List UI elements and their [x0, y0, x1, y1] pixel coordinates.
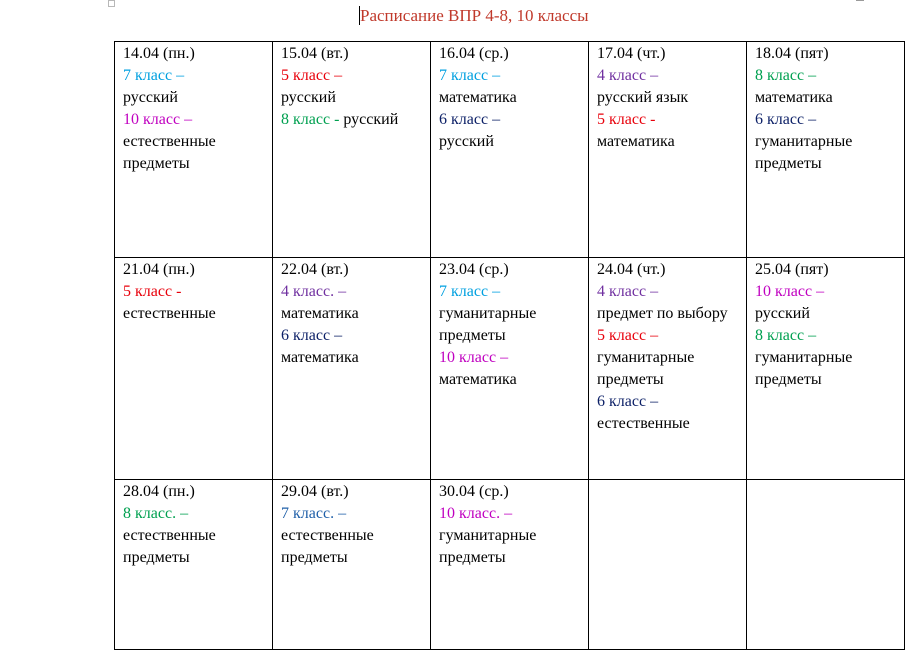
cell-date: 15.04 (вт.) — [281, 45, 349, 62]
grade-label: 10 класс – — [439, 349, 509, 366]
subject-text: предмет по выбору — [597, 305, 728, 322]
grade-label: 7 класс – — [123, 67, 185, 84]
grade-label: 5 класс – — [281, 67, 343, 84]
cell-date: 28.04 (пн.) — [123, 483, 195, 500]
subject-text: математика — [439, 371, 517, 388]
subject-text: естественные предметы — [123, 527, 216, 566]
grade-label: 6 класс – — [755, 111, 817, 128]
schedule-cell[interactable] — [431, 42, 589, 258]
grade-label: 7 класс – — [439, 283, 501, 300]
schedule-cell[interactable] — [747, 480, 905, 650]
schedule-cell[interactable] — [115, 258, 273, 480]
subject-text: русский — [343, 111, 399, 128]
cell-date: 16.04 (ср.) — [439, 45, 509, 62]
grade-label: 5 класс – — [597, 327, 659, 344]
subject-text: математика — [597, 133, 675, 150]
schedule-cell[interactable] — [589, 258, 747, 480]
subject-text: математика — [281, 305, 359, 322]
subject-text: русский — [123, 89, 178, 106]
grade-label: 10 класс. – — [439, 505, 513, 522]
subject-text: естественные — [597, 415, 690, 432]
subject-text: естественные — [123, 305, 216, 322]
cell-date: 14.04 (пн.) — [123, 45, 195, 62]
subject-text: русский — [755, 305, 810, 322]
grade-label: 8 класс – — [755, 327, 817, 344]
subject-text: русский язык — [597, 89, 689, 106]
document-title: Расписание ВПР 4-8, 10 классы — [360, 6, 589, 25]
grade-label: 4 класс – — [597, 67, 659, 84]
entry-line — [281, 109, 422, 131]
schedule-cell[interactable] — [589, 480, 747, 650]
cell-date: 22.04 (вт.) — [281, 261, 349, 278]
schedule-cell[interactable] — [589, 42, 747, 258]
schedule-cell[interactable] — [273, 258, 431, 480]
subject-text: математика — [281, 349, 359, 366]
grade-label: 6 класс – — [439, 111, 501, 128]
subject-text: русский — [281, 89, 336, 106]
cell-date: 18.04 (пят) — [755, 45, 829, 62]
grade-label: 7 класс. – — [281, 505, 347, 522]
subject-text: математика — [755, 89, 833, 106]
cell-date: 30.04 (ср.) — [439, 483, 509, 500]
subject-text: гуманитарные предметы — [755, 133, 853, 172]
subject-text: гуманитарные предметы — [439, 305, 537, 344]
schedule-cell[interactable] — [747, 258, 905, 480]
schedule-table — [114, 41, 905, 650]
schedule-cell[interactable] — [115, 480, 273, 650]
grade-label: 4 класс – — [597, 283, 659, 300]
schedule-cell[interactable] — [273, 480, 431, 650]
grade-label: 6 класс – — [281, 327, 343, 344]
schedule-cell[interactable] — [431, 480, 589, 650]
schedule-row — [115, 480, 905, 650]
grade-label: 5 класс - — [597, 111, 656, 128]
grade-label: 8 класс. – — [123, 505, 189, 522]
grade-label: 8 класс – — [755, 67, 817, 84]
grade-label: 10 класс – — [755, 283, 825, 300]
grade-label: 8 класс - — [281, 111, 340, 128]
cell-date: 23.04 (ср.) — [439, 261, 509, 278]
schedule-cell[interactable] — [115, 42, 273, 258]
subject-text: гуманитарные предметы — [439, 527, 537, 566]
schedule-cell[interactable] — [273, 42, 431, 258]
grade-label: 7 класс – — [439, 67, 501, 84]
subject-text: гуманитарные предметы — [755, 349, 853, 388]
grade-label: 4 класс. – — [281, 283, 347, 300]
subject-text: математика — [439, 89, 517, 106]
page-corner-mark-left — [108, 0, 115, 7]
schedule-cell[interactable] — [747, 42, 905, 258]
cell-date: 24.04 (чт.) — [597, 261, 666, 278]
schedule-row — [115, 42, 905, 258]
cell-date: 21.04 (пн.) — [123, 261, 195, 278]
grade-label: 5 класс - — [123, 283, 182, 300]
cell-date: 17.04 (чт.) — [597, 45, 666, 62]
cell-date: 25.04 (пят) — [755, 261, 829, 278]
schedule-row — [115, 258, 905, 480]
page-corner-mark-right — [856, 0, 864, 1]
grade-label: 6 класс – — [597, 393, 659, 410]
subject-text: русский — [439, 133, 494, 150]
grade-label: 10 класс – — [123, 111, 193, 128]
cell-date: 29.04 (вт.) — [281, 483, 349, 500]
subject-text: естественные предметы — [281, 527, 374, 566]
schedule-cell[interactable] — [431, 258, 589, 480]
subject-text: гуманитарные предметы — [597, 349, 695, 388]
subject-text: естественные предметы — [123, 133, 216, 172]
